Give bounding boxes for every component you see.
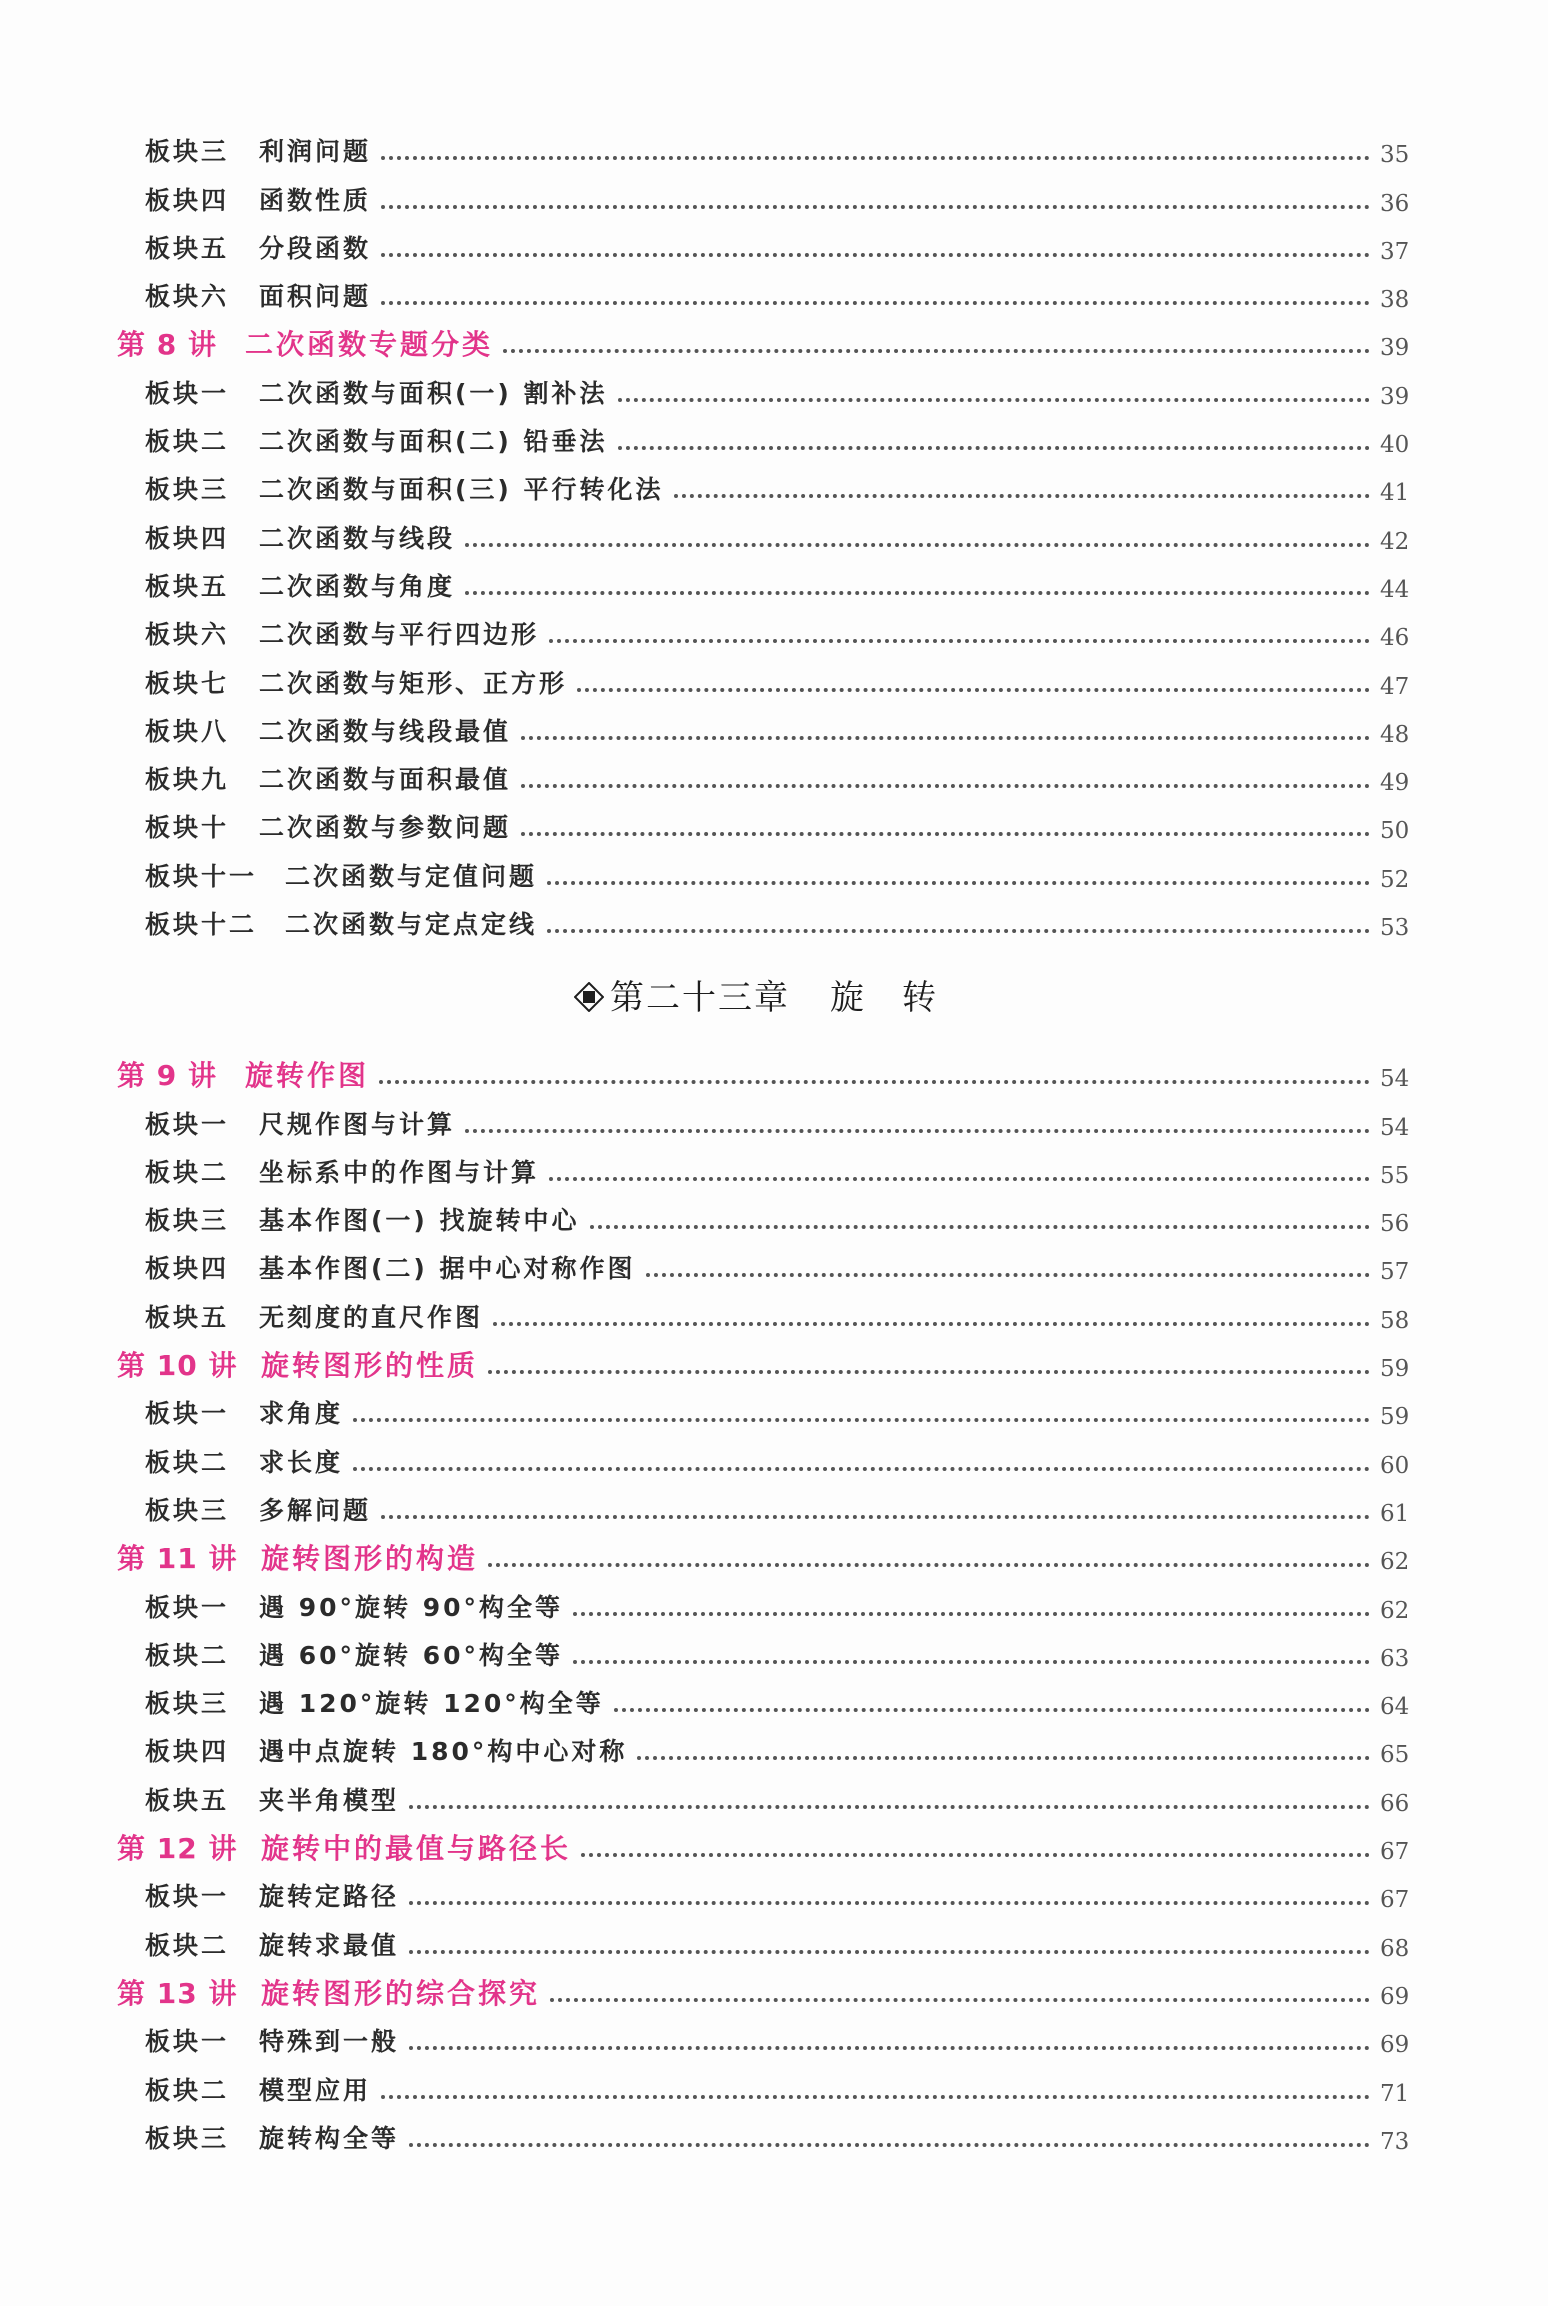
page-number: 53: [1380, 915, 1410, 942]
entry-title: 旋转定路径: [259, 1882, 400, 1912]
entry-title: 模型应用: [259, 2075, 372, 2105]
toc-entry[interactable]: [0, 756, 1548, 804]
entry-title: 二次函数与矩形、正方形: [259, 668, 568, 698]
block-label: 板块四: [145, 1737, 230, 1767]
entry-title: 特殊到一般: [259, 2027, 400, 2057]
toc-entry[interactable]: [0, 659, 1548, 707]
block-label: 板块一: [145, 2027, 230, 2057]
dot-leader: [409, 2046, 1370, 2050]
page-number: 56: [1380, 1211, 1410, 1238]
entry-title: 坐标系中的作图与计算: [259, 1157, 540, 1187]
toc-entry[interactable]: [0, 1921, 1548, 1969]
dot-leader: [503, 349, 1370, 353]
page-number: 41: [1380, 480, 1410, 507]
lecture-title: 旋转中的最值与路径长: [261, 1832, 572, 1866]
entry-title: 面积问题: [259, 282, 372, 312]
entry-title: 求长度: [259, 1447, 344, 1477]
page-number: 60: [1380, 1452, 1410, 1479]
toc-entry[interactable]: [0, 1873, 1548, 1921]
lecture-entry[interactable]: [0, 1052, 1548, 1100]
page-number: 59: [1380, 1356, 1410, 1383]
entry-title: 二次函数与线段: [259, 523, 456, 553]
block-label: 板块二: [145, 1640, 230, 1670]
dot-leader: [353, 1467, 1370, 1471]
entry-title: 旋转构全等: [259, 2123, 400, 2153]
page-number: 52: [1380, 866, 1410, 893]
entry-title: 二次函数与面积(一) 割补法: [259, 378, 608, 408]
page-number: 61: [1380, 1500, 1410, 1527]
toc-entry[interactable]: [0, 901, 1548, 949]
lecture-entry[interactable]: [0, 1825, 1548, 1873]
page-number: 38: [1380, 287, 1410, 314]
entry-title: 二次函数与面积(三) 平行转化法: [259, 475, 664, 505]
toc-entry[interactable]: [0, 1680, 1548, 1728]
toc-entry[interactable]: [0, 466, 1548, 514]
block-label: 板块四: [145, 523, 230, 553]
lecture-entry[interactable]: [0, 1342, 1548, 1390]
dot-leader: [549, 639, 1370, 643]
toc-entry[interactable]: [0, 225, 1548, 273]
dot-leader: [674, 494, 1370, 498]
page-number: 64: [1380, 1694, 1410, 1721]
dot-leader: [646, 1273, 1370, 1277]
lecture-title: 旋转图形的综合探究: [261, 1976, 541, 2010]
block-label: 板块三: [145, 2123, 230, 2153]
dot-leader: [381, 2095, 1370, 2099]
entry-title: 求角度: [259, 1399, 344, 1429]
block-label: 板块八: [145, 716, 230, 746]
toc-entry[interactable]: [0, 2066, 1548, 2114]
page-number: 62: [1380, 1597, 1410, 1624]
block-label: 板块一: [145, 1592, 230, 1622]
dot-leader: [521, 832, 1370, 836]
block-label: 板块二: [145, 427, 230, 457]
diamond-square-icon: [574, 982, 604, 1012]
lecture-entry[interactable]: [0, 1970, 1548, 2018]
page-number: 67: [1380, 1887, 1410, 1914]
toc-entry[interactable]: [0, 563, 1548, 611]
block-label: 板块五: [145, 1302, 230, 1332]
toc-entry[interactable]: [0, 176, 1548, 224]
page-number: 48: [1380, 721, 1410, 748]
block-label: 板块三: [145, 1495, 230, 1525]
block-label: 板块十: [145, 813, 230, 843]
dot-leader: [381, 1515, 1370, 1519]
toc-entry[interactable]: [0, 418, 1548, 466]
lecture-number: 第 13 讲: [117, 1976, 238, 2010]
toc-section-rotation: [0, 1052, 1548, 2163]
page-number: 39: [1380, 335, 1410, 362]
toc-entry[interactable]: [0, 514, 1548, 562]
toc-entry[interactable]: [0, 1728, 1548, 1776]
block-label: 板块二: [145, 2075, 230, 2105]
entry-title: 二次函数与角度: [259, 571, 456, 601]
block-label: 板块二: [145, 1157, 230, 1187]
lecture-number: 第 11 讲: [117, 1542, 238, 1576]
entry-title: 无刻度的直尺作图: [259, 1302, 484, 1332]
dot-leader: [550, 1998, 1370, 2002]
entry-title: 遇 60°旋转 60°构全等: [259, 1640, 563, 1670]
page-number: 54: [1380, 1114, 1410, 1141]
block-label: 板块一: [145, 378, 230, 408]
toc-entry[interactable]: [0, 852, 1548, 900]
entry-title: 二次函数与面积最值: [259, 765, 512, 795]
page-number: 49: [1380, 770, 1410, 797]
dot-leader: [381, 301, 1370, 305]
toc-entry[interactable]: [0, 1776, 1548, 1824]
toc-entry[interactable]: [0, 708, 1548, 756]
lecture-number: 第 8 讲: [117, 328, 217, 362]
lecture-title: 旋转作图: [245, 1059, 370, 1093]
lecture-number: 第 10 讲: [117, 1349, 238, 1383]
dot-leader: [577, 688, 1370, 692]
dot-leader: [379, 1080, 1370, 1084]
dot-leader: [488, 1370, 1370, 1374]
block-label: 板块五: [145, 571, 230, 601]
entry-title: 二次函数与参数问题: [259, 813, 512, 843]
page-number: 66: [1380, 1790, 1410, 1817]
page-number: 58: [1380, 1307, 1410, 1334]
chapter-heading: [0, 970, 1548, 1019]
block-label: 板块三: [145, 1206, 230, 1236]
lecture-number: 第 9 讲: [117, 1059, 217, 1093]
page-number: 46: [1380, 625, 1410, 652]
entry-title: 遇 120°旋转 120°构全等: [259, 1689, 604, 1719]
block-label: 板块十二: [145, 910, 258, 940]
entry-title: 基本作图(二) 据中心对称作图: [259, 1254, 636, 1284]
block-label: 板块七: [145, 668, 230, 698]
page-number: 54: [1380, 1066, 1410, 1093]
page-number: 42: [1380, 528, 1410, 555]
entry-title: 分段函数: [259, 233, 372, 263]
lecture-title: 二次函数专题分类: [245, 328, 494, 362]
toc-entry[interactable]: [0, 611, 1548, 659]
page-number: 55: [1380, 1162, 1410, 1189]
toc-section-quadratic: [0, 128, 1548, 949]
toc-entry[interactable]: [0, 1487, 1548, 1535]
page-number: 73: [1380, 2128, 1410, 2155]
block-label: 板块五: [145, 233, 230, 263]
page-number: 50: [1380, 818, 1410, 845]
dot-leader: [521, 736, 1370, 740]
chapter-name: 旋转: [830, 978, 974, 1018]
dot-leader: [353, 1418, 1370, 1422]
dot-leader: [381, 156, 1370, 160]
block-label: 板块四: [145, 1254, 230, 1284]
dot-leader: [409, 2143, 1370, 2147]
dot-leader: [549, 1177, 1370, 1181]
entry-title: 遇中点旋转 180°构中心对称: [259, 1737, 628, 1767]
toc-entry[interactable]: [0, 1583, 1548, 1631]
entry-title: 夹半角模型: [259, 1785, 400, 1815]
page-number: 63: [1380, 1645, 1410, 1672]
page-number: 69: [1380, 1983, 1410, 2010]
toc-entry[interactable]: [0, 1293, 1548, 1341]
entry-title: 利润问题: [259, 137, 372, 167]
page-number: 40: [1380, 432, 1410, 459]
entry-title: 二次函数与定值问题: [285, 861, 538, 891]
entry-title: 基本作图(一) 找旋转中心: [259, 1206, 580, 1236]
toc-entry[interactable]: [0, 1438, 1548, 1486]
page-number: 69: [1380, 2032, 1410, 2059]
toc-entry[interactable]: [0, 1390, 1548, 1438]
page-number: 68: [1380, 1935, 1410, 1962]
toc-entry[interactable]: [0, 1100, 1548, 1148]
block-label: 板块二: [145, 1447, 230, 1477]
chapter-number: 第二十三章: [610, 978, 790, 1018]
entry-title: 多解问题: [259, 1495, 372, 1525]
entry-title: 遇 90°旋转 90°构全等: [259, 1592, 563, 1622]
toc-entry[interactable]: [0, 369, 1548, 417]
block-label: 板块四: [145, 185, 230, 215]
toc-entry[interactable]: [0, 1149, 1548, 1197]
dot-leader: [465, 1129, 1370, 1133]
dot-leader: [381, 253, 1370, 257]
block-label: 板块五: [145, 1785, 230, 1815]
dot-leader: [409, 1901, 1370, 1905]
page-number: 44: [1380, 576, 1410, 603]
block-label: 板块一: [145, 1882, 230, 1912]
lecture-entry[interactable]: [0, 321, 1548, 369]
block-label: 板块九: [145, 765, 230, 795]
page-number: 59: [1380, 1404, 1410, 1431]
block-label: 板块十一: [145, 861, 258, 891]
dot-leader: [409, 1805, 1370, 1809]
toc-entry[interactable]: [0, 804, 1548, 852]
dot-leader: [573, 1612, 1370, 1616]
dot-leader: [381, 205, 1370, 209]
block-label: 板块三: [145, 137, 230, 167]
page-number: 67: [1380, 1839, 1410, 1866]
page-number: 62: [1380, 1549, 1410, 1576]
page-number: 47: [1380, 673, 1410, 700]
page-number: 37: [1380, 238, 1410, 265]
block-label: 板块六: [145, 620, 230, 650]
dot-leader: [618, 446, 1370, 450]
dot-leader: [547, 929, 1370, 933]
dot-leader: [488, 1563, 1370, 1567]
dot-leader: [465, 591, 1370, 595]
entry-title: 函数性质: [259, 185, 372, 215]
toc-entry[interactable]: [0, 2115, 1548, 2163]
block-label: 板块二: [145, 1930, 230, 1960]
dot-leader: [521, 784, 1370, 788]
entry-title: 二次函数与定点定线: [285, 910, 538, 940]
page-number: 39: [1380, 383, 1410, 410]
page-number: 35: [1380, 142, 1410, 169]
page-number: 65: [1380, 1742, 1410, 1769]
toc-entry[interactable]: [0, 128, 1548, 176]
page-number: 36: [1380, 190, 1410, 217]
entry-title: 二次函数与线段最值: [259, 716, 512, 746]
block-label: 板块三: [145, 475, 230, 505]
entry-title: 二次函数与平行四边形: [259, 620, 540, 650]
block-label: 板块一: [145, 1399, 230, 1429]
dot-leader: [614, 1708, 1370, 1712]
block-label: 板块一: [145, 1109, 230, 1139]
entry-title: 二次函数与面积(二) 铅垂法: [259, 427, 608, 457]
entry-title: 尺规作图与计算: [259, 1109, 456, 1139]
dot-leader: [573, 1660, 1370, 1664]
toc-entry[interactable]: [0, 273, 1548, 321]
toc-entry[interactable]: [0, 1197, 1548, 1245]
entry-title: 旋转求最值: [259, 1930, 400, 1960]
dot-leader: [465, 543, 1370, 547]
page-number: 57: [1380, 1259, 1410, 1286]
toc-entry[interactable]: [0, 1245, 1548, 1293]
dot-leader: [547, 881, 1370, 885]
dot-leader: [637, 1756, 1370, 1760]
dot-leader: [581, 1853, 1370, 1857]
dot-leader: [590, 1225, 1370, 1229]
toc-entry[interactable]: [0, 1632, 1548, 1680]
page-number: 71: [1380, 2080, 1410, 2107]
dot-leader: [618, 398, 1370, 402]
block-label: 板块三: [145, 1689, 230, 1719]
lecture-entry[interactable]: [0, 1535, 1548, 1583]
dot-leader: [409, 1950, 1370, 1954]
toc-entry[interactable]: [0, 2018, 1548, 2066]
lecture-title: 旋转图形的构造: [261, 1542, 479, 1576]
lecture-number: 第 12 讲: [117, 1832, 238, 1866]
dot-leader: [493, 1322, 1370, 1326]
lecture-title: 旋转图形的性质: [261, 1349, 479, 1383]
block-label: 板块六: [145, 282, 230, 312]
